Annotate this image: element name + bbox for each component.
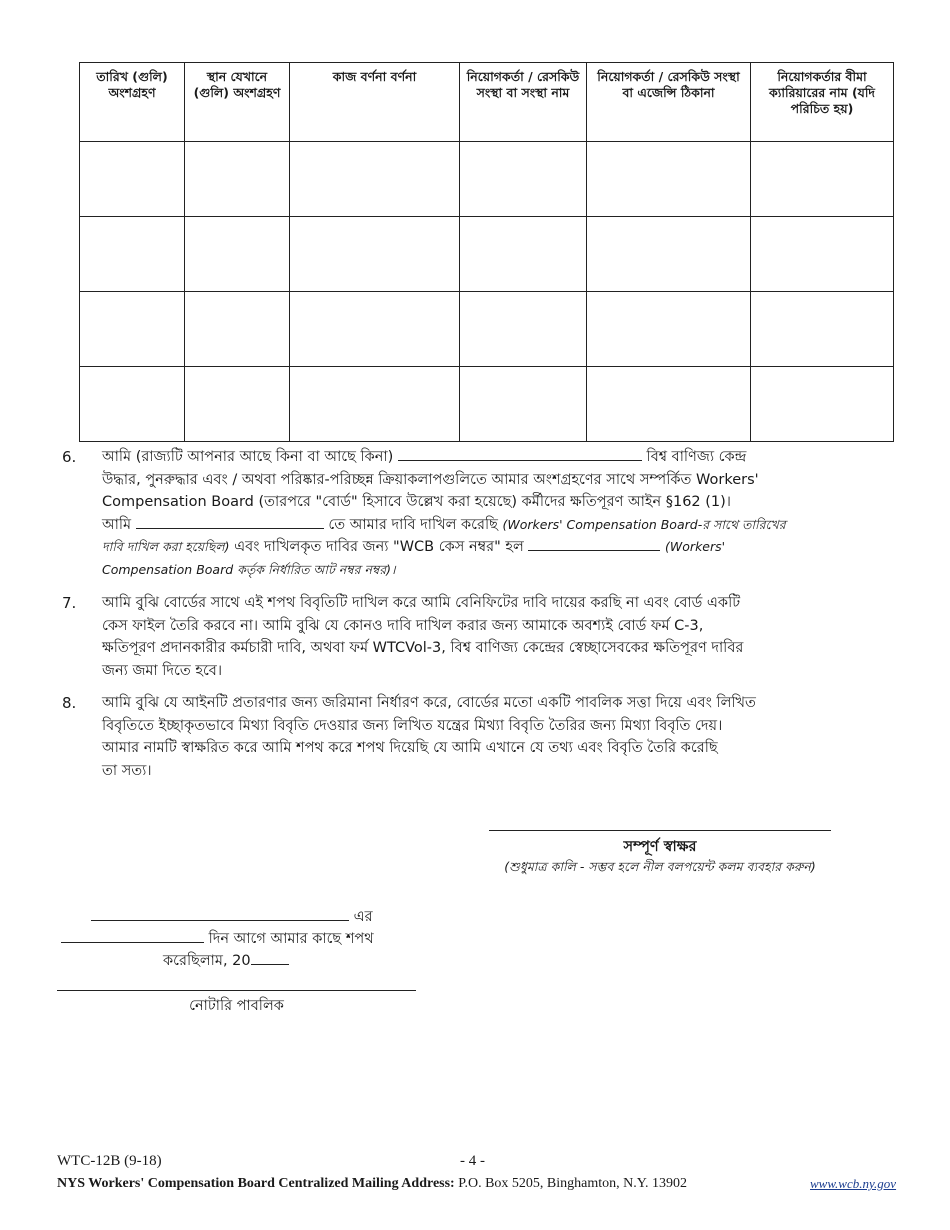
header-employer-address: নিয়োগকর্তা / রেসকিউ সংস্থা বা এজেন্সি ঠিকানা [587, 63, 751, 142]
item7-text: আমি বুঝি বোর্ডের সাথে এই শপথ বিবৃতিটি দাখিল করে আমি বেনিফিটের দাবি দায়ের করছি না এবং বোর্ড একটি [102, 595, 741, 611]
table-cell[interactable] [460, 217, 587, 292]
table-cell[interactable] [751, 142, 894, 217]
table-cell[interactable] [751, 292, 894, 367]
mailing-address [57, 1176, 687, 1192]
table-cell[interactable] [587, 217, 751, 292]
website-link[interactable]: www.wcb.ny.gov [810, 1176, 897, 1191]
header-insurance-carrier: নিয়োগকর্তার বীমা ক্যারিয়ারের নাম (যদি পরিচিত হয়) [751, 63, 894, 142]
notary-year-blank-field[interactable] [251, 950, 289, 965]
table-cell[interactable] [185, 367, 290, 442]
table-cell[interactable] [751, 217, 894, 292]
item8-text: আমি বুঝি যে আইনটি প্রতারণার জন্য জরিমানা নির্ধারণ করে, বোর্ডের মতো একটি পাবলিক সত্তা দিয়ে এবং লিখিত [102, 695, 756, 711]
table-cell[interactable] [80, 142, 185, 217]
table-cell[interactable] [290, 292, 460, 367]
notary-signature-line[interactable] [57, 990, 416, 991]
header-work-description: কাজ বর্ণনা বর্ণনা [290, 63, 460, 142]
item7-text: ক্ষতিপূরণ প্রদানকারীর কর্মচারী দাবি, অথবা ফর্ম WTCVol-3, বিশ্ব বাণিজ্য কেন্দ্রের স্বেচ্ছাসেবকের ক্ষতিপূরণ দাবির [102, 640, 744, 656]
table-row [80, 217, 894, 292]
table-cell[interactable] [751, 367, 894, 442]
item6-text: বিশ্ব বাণিজ্য কেন্দ্র [646, 449, 747, 465]
table-cell[interactable] [80, 217, 185, 292]
notary-name-blank-field[interactable] [91, 906, 349, 921]
state-blank-field[interactable] [398, 446, 642, 461]
table-cell[interactable] [587, 367, 751, 442]
item6-note: (Workers' [665, 539, 726, 554]
item6-text: এবং দাখিলকৃত দাবির জন্য "WCB কেস নম্বর" হল [234, 539, 524, 555]
item-number: 8. [62, 694, 77, 712]
table-cell[interactable] [80, 367, 185, 442]
table-cell[interactable] [587, 142, 751, 217]
signature-line[interactable] [489, 830, 831, 831]
table-row [80, 292, 894, 367]
activity-table [79, 62, 893, 442]
item6-text: আমি [102, 516, 132, 533]
claim-date-blank-field[interactable] [136, 514, 324, 529]
item6-note: Compensation Board কর্তৃক নির্ধারিত আট নম্বর নম্বর)। [102, 561, 396, 577]
item8-text: তা সত্য। [102, 762, 152, 779]
table-cell[interactable] [290, 217, 460, 292]
table-cell[interactable] [460, 367, 587, 442]
signature-note: (শুধুমাত্র কালি - সম্ভব হলে নীল বলপয়েন্ট কলম ব্যবহার করুন) [504, 859, 816, 874]
notary-text: করেছিলাম, 20 [163, 953, 251, 969]
item7-text: কেস ফাইল তৈরি করবে না। আমি বুঝি যে কোনও দাবি দাখিল করার জন্য আমাকে অবশ্যই বোর্ড ফর্ম C-3, [102, 617, 704, 634]
table-header-row [80, 63, 894, 142]
item6-note: (Workers' Compensation Board-র সাথে তারিখের [502, 516, 786, 532]
table-cell[interactable] [185, 292, 290, 367]
item7-text: জন্য জমা দিতে হবে। [102, 662, 223, 679]
table-row [80, 367, 894, 442]
item-number: 6. [62, 448, 77, 466]
item6-note: দাবি দাখিল করা হয়েছিল) [102, 539, 230, 554]
item6-text: তে আমার দাবি দাখিল করেছি [328, 516, 498, 533]
table-row [80, 142, 894, 217]
item8-text: বিবৃতিতে ইচ্ছাকৃতভাবে মিথ্যা বিবৃতি দেওয়ার জন্য লিখিত যন্ত্রের মিথ্যা বিবৃতি তৈরির জন্য মিথ্যা বিবৃতি দেয়। [102, 717, 723, 734]
table-cell[interactable] [80, 292, 185, 367]
notary-day-blank-field[interactable] [61, 928, 204, 943]
mailing-address-label: NYS Workers' Compensation Board Centralized Mailing Address: [57, 1176, 455, 1191]
notary-text: দিন আগে আমার কাছে শপথ [208, 931, 374, 947]
item6-text: উদ্ধার, পুনরুদ্ধার এবং / অথবা পরিষ্কার-পরিচ্ছন্ন ক্রিয়াকলাপগুলিতে আমার অংশগ্রহণের সাথে সম্পর্কিত Workers' [102, 471, 759, 488]
table-cell[interactable] [290, 142, 460, 217]
header-location: স্থান যেখানে (গুলি) অংশগ্রহণ [185, 63, 290, 142]
page-number: - 4 - [460, 1153, 485, 1169]
notary-text: এর [353, 909, 373, 925]
table-cell[interactable] [290, 367, 460, 442]
table-cell[interactable] [185, 142, 290, 217]
mailing-address-value: P.O. Box 5205, Binghamton, N.Y. 13902 [458, 1176, 688, 1191]
table-cell[interactable] [460, 292, 587, 367]
table-cell[interactable] [185, 217, 290, 292]
header-date: তারিখ (গুলি) অংশগ্রহণ [80, 63, 185, 142]
wcb-case-number-blank-field[interactable] [528, 536, 660, 551]
item6-text: আমি (রাজ্যটি আপনার আছে কিনা বা আছে কিনা) [102, 449, 394, 465]
form-id: WTC-12B (9-18) [57, 1153, 162, 1169]
table-cell[interactable] [460, 142, 587, 217]
table-cell[interactable] [587, 292, 751, 367]
signature-label: সম্পূর্ণ স্বাক্ষর [623, 839, 697, 855]
notary-public-label: নোটারি পাবলিক [189, 998, 284, 1014]
notary-block [55, 906, 415, 972]
item-number: 7. [62, 594, 77, 612]
item6-text: Compensation Board (তারপরে "বোর্ড" হিসাবে উল্লেখ করা হয়েছে) কর্মীদের ক্ষতিপূরণ আইন §162 (1)। [102, 494, 731, 510]
item8-text: আমার নামটি স্বাক্ষরিত করে আমি শপথ করে শপথ দিয়েছি যে আমি এখানে যে তথ্য এবং বিবৃতি তৈরি করেছি [102, 740, 718, 756]
header-employer-name: নিয়োগকর্তা / রেসকিউ সংস্থা বা সংস্থা নাম [460, 63, 587, 142]
